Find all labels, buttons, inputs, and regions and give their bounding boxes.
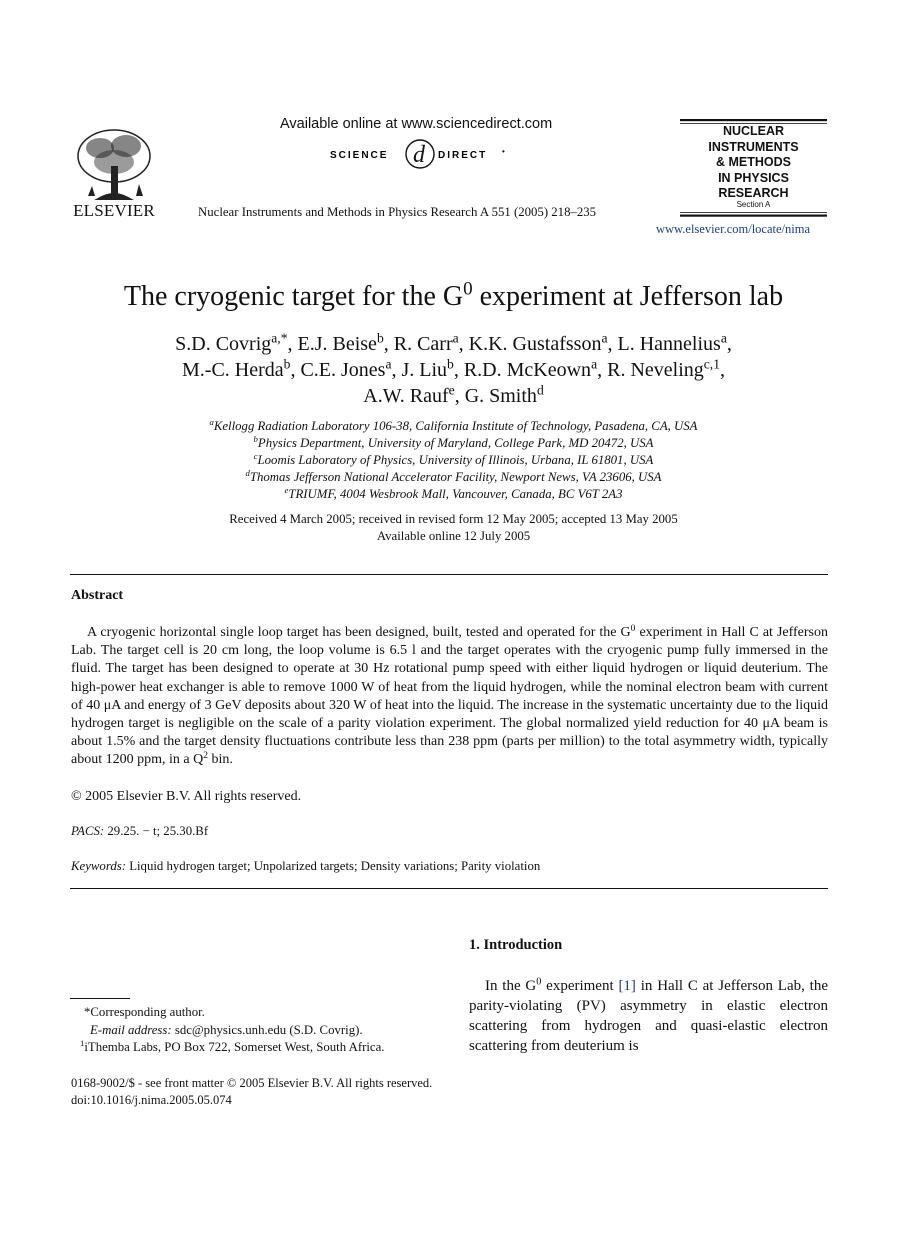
footnote-1 (80, 1039, 450, 1057)
footnote-text: iThemba Labs, PO Box 722, Somerset West, South Africa. (84, 1040, 385, 1054)
affiliation-mark: d (245, 468, 250, 479)
intro-text-part: in Hall C at Jefferson Lab, the parity-violating (PV) asymmetry in elastic electron scattering from hydrogen and quasi-elastic electron scattering from deuterium is (469, 978, 828, 1054)
keywords (71, 859, 540, 874)
author-affiliation-mark: a (601, 330, 608, 346)
sciencedirect-right-text: DIRECT (438, 150, 488, 161)
online-date: Available online 12 July 2005 (376, 529, 531, 543)
email-note (80, 1022, 450, 1040)
author-name: L. Hannelius (617, 333, 721, 355)
author-name: R.D. McKeown (463, 359, 592, 381)
footnote-rule (70, 998, 130, 999)
author-affiliation-mark: b (447, 356, 454, 372)
sciencedirect-left-text: SCIENCE (330, 150, 389, 161)
author-affiliation-mark: a (720, 330, 727, 346)
pacs-codes (71, 824, 208, 839)
author-name: J. Liu (401, 359, 448, 381)
doi-line[interactable]: doi:10.1016/j.nima.2005.05.074 (71, 1093, 232, 1107)
affiliation-mark: c (253, 451, 258, 462)
author-name: A.W. Rauf (363, 385, 449, 407)
keywords-value: Liquid hydrogen target; Unpolarized targets; Density variations; Parity violation (129, 859, 541, 873)
affiliation-text: Loomis Laboratory of Physics, University of Illinois, Urbana, IL 61801, USA (257, 453, 654, 467)
author-affiliation-mark: b (376, 330, 384, 346)
paper-title (0, 278, 907, 313)
issn-line: 0168-9002/$ - see front matter © 2005 Elsevier B.V. All rights reserved. (71, 1076, 433, 1090)
journal-logo-line: & METHODS (716, 155, 791, 169)
abstract-heading: Abstract (71, 588, 124, 603)
author-affiliation-mark: c,1 (703, 356, 720, 372)
abstract-text-part: experiment in Hall C at Jefferson Lab. The target cell is 20 cm long, the loop volume is 6.5 l and the target operates with the cryogenic pump fully immersed in the fluid. The target has been designed to operate at 30 Hz rotational pump speed with either liquid hydrogen or liquid deuterium. The high-power heat exchanger is able to remove 1000 W of heat from the liquid hydrogen, while the nominal electron beam with current of 40 μA and energy of 3 GeV deposits about 320 W of heat into the liquid. The increase in the systematic uncertainty due to the liquid hydrogen target is negligible on the scale of a parity violation experiment. The global normalized yield reduction for 40 μA beam is about 1.5% and the target density fluctuations contribute less than 238 ppm (parts per million) to the total asymmetry width, typically about 1200 ppm, in a Q (71, 625, 828, 768)
affiliation-text: Physics Department, University of Maryland, College Park, MD 20472, USA (257, 436, 654, 450)
abstract-superscript: 0 (630, 623, 636, 634)
author-name: M.-C. Herda (182, 359, 284, 381)
affiliation-mark: e (284, 485, 289, 496)
abstract-text-part: bin. (207, 752, 233, 768)
email-value[interactable]: sdc@physics.unh.edu (S.D. Covrig). (171, 1022, 363, 1037)
journal-reference: Nuclear Instruments and Methods in Physics Research A 551 (2005) 218–235 (198, 205, 597, 219)
corresponding-author-note: *Corresponding author. (84, 1005, 205, 1019)
footnotes (80, 1004, 450, 1057)
journal-logo-line: NUCLEAR (722, 124, 785, 138)
author-name: K.K. Gustafsson (468, 333, 602, 355)
introduction-text (469, 976, 828, 1056)
abstract-bottom-rule (70, 888, 828, 889)
journal-logo-line: RESEARCH (718, 186, 789, 200)
author-affiliation-mark: a (385, 356, 392, 372)
abstract-text (71, 624, 828, 770)
affiliation-item (60, 435, 847, 452)
abstract-text-part: A cryogenic horizontal single loop target has been designed, built, tested and operated for the G (87, 625, 631, 640)
abstract-top-rule (70, 574, 828, 575)
affiliation-item (60, 469, 847, 486)
abstract-copyright: © 2005 Elsevier B.V. All rights reserved. (71, 789, 302, 804)
affiliation-mark: b (253, 434, 258, 445)
publisher-name: ELSEVIER (73, 201, 155, 220)
author-affiliation-mark: d (536, 382, 544, 398)
affiliation-text: TRIUMF, 4004 Wesbrook Mall, Vancouver, Canada, BC V6T 2A3 (288, 487, 623, 501)
title-text-end: experiment at Jefferson lab (472, 281, 784, 312)
author-affiliation-mark: b (283, 356, 291, 372)
affiliation-list (60, 418, 847, 503)
sciencedirect-d-letter: d (413, 142, 425, 168)
title-superscript: 0 (463, 278, 473, 300)
sciencedirect-logo (330, 137, 512, 173)
journal-logo-line: INSTRUMENTS (708, 139, 799, 154)
front-matter (71, 1075, 432, 1109)
author-affiliation-mark: e (448, 382, 455, 398)
abstract-superscript: 2 (203, 751, 208, 762)
author-name: R. Neveling (607, 359, 704, 381)
citation-link[interactable]: [1] (618, 978, 636, 994)
author-name: S.D. Covrig (175, 333, 272, 355)
publication-dates (60, 511, 847, 545)
affiliation-text: Kellogg Radiation Laboratory 106-38, California Institute of Technology, Pasadena, CA, USA (213, 419, 698, 433)
author-affiliation-mark: a (591, 356, 598, 372)
title-text: The cryogenic target for the G (123, 281, 464, 312)
journal-logo-line: IN PHYSICS (718, 170, 789, 185)
pacs-label: PACS: (71, 824, 105, 838)
affiliation-mark: a (209, 417, 214, 428)
affiliation-item (60, 486, 847, 503)
author-name: E.J. Beise (297, 333, 377, 355)
keywords-label: Keywords: (71, 859, 126, 873)
author-list: S.D. Covrig$^{a,*}$, E.J. Beise$^b$, R. Carr$^a$, K.K. Gustafsson$^a$, L. Hannelius$^a$, M.-C. Herda$^b$, C.E. Jones$^a$, J. Liu$^b$, R.D. McKeown$^a$, R. Neveling$^{c,1}$, A.W. Rauf$^e$, G. Smith$^d$ (175, 330, 732, 407)
footnote-mark: 1 (80, 1038, 85, 1049)
author-affiliation-mark: a,* (271, 330, 288, 346)
journal-url-link[interactable]: www.elsevier.com/locate/nima (656, 222, 810, 236)
section-heading-introduction: 1. Introduction (469, 937, 563, 953)
intro-superscript: 0 (536, 976, 542, 988)
intro-text-part: In the G (485, 978, 537, 994)
pacs-value: 29.25. − t; 25.30.Bf (107, 824, 209, 838)
email-label: E-mail address: (90, 1022, 172, 1037)
author-name: R. Carr (393, 333, 453, 355)
available-online-text: Available online at www.sciencedirect.com (280, 116, 553, 132)
journal-logo-section: Section A (736, 200, 771, 209)
registered-mark-icon: • (502, 147, 505, 156)
author-name: C.E. Jones (300, 359, 386, 381)
journal-logo-title (680, 124, 827, 202)
author-affiliation-mark: a (452, 330, 459, 346)
author-name: G. Smith (464, 385, 537, 407)
affiliation-item (60, 452, 847, 469)
affiliation-item (60, 418, 847, 435)
received-dates: Received 4 March 2005; received in revised form 12 May 2005; accepted 13 May 2005 (229, 512, 678, 526)
affiliation-text: Thomas Jefferson National Accelerator Facility, Newport News, VA 23606, USA (249, 470, 662, 484)
intro-text-part: experiment (541, 978, 619, 994)
